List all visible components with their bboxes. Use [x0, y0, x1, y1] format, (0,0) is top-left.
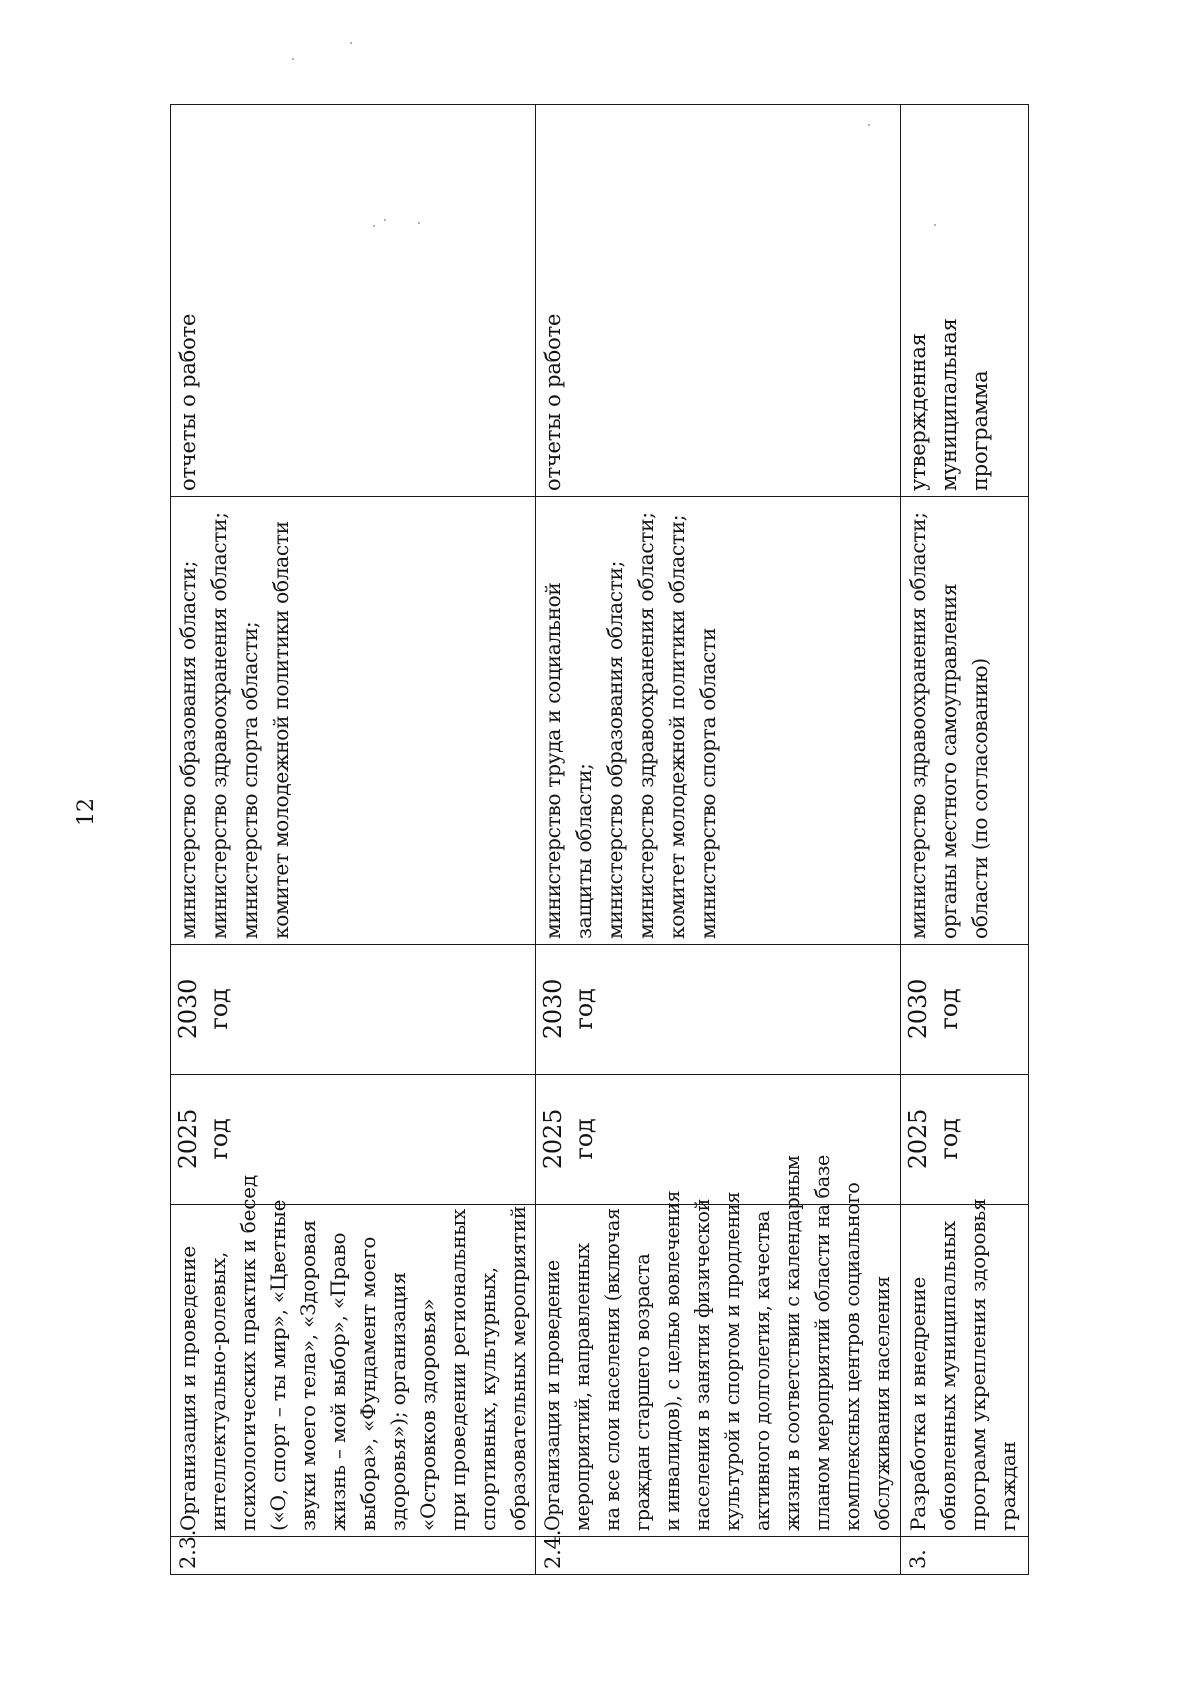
- table-row: [901, 105, 1029, 1575]
- end-year-cell: [171, 945, 536, 1075]
- measure-name-cell: [536, 1154, 901, 1537]
- measure-name-line: («О, спорт – ты мир», «Цветные: [266, 1199, 290, 1531]
- measure-name-line: обслуживания населения: [871, 1276, 894, 1531]
- measure-name-line: программ укрепления здоровья: [966, 1198, 990, 1531]
- responsible-cell: [171, 497, 536, 945]
- start-year-unit: год: [570, 1118, 598, 1160]
- responsible-line: органы местного самоуправления: [937, 583, 961, 939]
- responsible-line: комитет молодежной политики области: [269, 521, 293, 939]
- start-year-unit: год: [205, 1118, 233, 1160]
- measure-name-line: образовательных мероприятий: [506, 1206, 530, 1531]
- scan-speck: [373, 225, 375, 227]
- rotated-table-wrapper: [170, 105, 1090, 1575]
- result-line: отчеты о работе: [176, 313, 200, 491]
- row-number-cell: 3.: [901, 1537, 1029, 1575]
- scan-speck: [292, 58, 294, 60]
- measure-name-line: мероприятий, направленных: [571, 1243, 594, 1531]
- end-year-value: 2030: [174, 978, 202, 1040]
- page-number: 12: [74, 798, 99, 826]
- result-line: муниципальная: [937, 318, 961, 491]
- end-year-value: 2030: [904, 978, 932, 1040]
- measure-name-line: спортивных, культурных,: [476, 1266, 500, 1531]
- result-cell: [171, 105, 536, 497]
- measure-name-cell: [171, 1175, 536, 1537]
- measure-name-line: граждан: [996, 1441, 1020, 1531]
- measure-name-line: психологических практик и бесед: [236, 1175, 260, 1531]
- end-year-unit: год: [570, 988, 598, 1030]
- responsible-cell: [901, 497, 1029, 945]
- result-line: программа: [968, 370, 992, 491]
- scan-speck: [350, 42, 352, 44]
- measure-name-line: граждан старшего возраста: [631, 1253, 654, 1531]
- measure-name-cell: [901, 1198, 1029, 1537]
- row-number-cell: 2.3.: [171, 1537, 536, 1575]
- measure-name-line: интеллектуально-ролевых,: [206, 1251, 230, 1531]
- end-year-unit: год: [935, 988, 963, 1030]
- result-cell: [901, 105, 1029, 497]
- responsible-line: министерство здравоохранения области;: [207, 512, 231, 939]
- responsible-line: министерство спорта области;: [238, 621, 262, 939]
- measure-name-line: звуки моего тела», «Здоровая: [296, 1219, 320, 1531]
- responsible-line: министерство здравоохранения области;: [906, 512, 930, 939]
- measure-name-line: при проведении региональных: [446, 1208, 470, 1531]
- responsible-line: министерство образования области;: [176, 560, 200, 939]
- measure-name-line: активного долголетия, качества: [751, 1210, 774, 1531]
- measure-name-line: Организация и проведение: [541, 1260, 564, 1531]
- measure-name-line: и инвалидов), с целью вовлечения: [661, 1190, 684, 1531]
- measure-name-line: населения в занятия физической: [691, 1198, 714, 1531]
- start-year-cell: [171, 1075, 536, 1205]
- responsible-line: министерство здравоохранения области;: [634, 512, 658, 939]
- table-row: [171, 105, 536, 1575]
- measures-table: [170, 104, 1029, 1575]
- responsible-cell: [536, 497, 901, 945]
- end-year-cell: [901, 945, 1029, 1075]
- measure-name-line: выбора», «Фундамент моего: [356, 1236, 380, 1531]
- measure-name-line: жизни в соответствии с календарным: [781, 1155, 804, 1531]
- start-year-unit: год: [935, 1118, 963, 1160]
- responsible-line: комитет молодежной политики области;: [665, 514, 689, 939]
- scan-speck: [384, 219, 386, 221]
- end-year-value: 2030: [539, 978, 567, 1040]
- start-year-cell: [901, 1075, 1029, 1205]
- measure-name-line: Организация и проведение: [176, 1245, 200, 1531]
- measure-name-line: комплексных центров социального: [841, 1182, 864, 1531]
- start-year-value: 2025: [539, 1108, 567, 1170]
- result-cell: [536, 105, 901, 497]
- responsible-line: области (по согласованию): [968, 658, 992, 939]
- measure-name-line: Разработка и внедрение: [906, 1276, 930, 1531]
- responsible-line: министерство труда и социальной: [541, 582, 565, 939]
- result-line: утвержденная: [906, 333, 930, 491]
- start-year-value: 2025: [174, 1108, 202, 1170]
- measure-name-line: жизнь – мой выбор», «Право: [326, 1232, 350, 1531]
- table-row: [536, 105, 901, 1575]
- start-year-value: 2025: [904, 1108, 932, 1170]
- row-number-cell: 2.4.: [536, 1537, 901, 1575]
- measure-name-line: планом мероприятий области на базе: [811, 1154, 834, 1531]
- result-line: отчеты о работе: [541, 313, 565, 491]
- measure-name-line: обновленных муниципальных: [936, 1220, 960, 1531]
- scan-speck: [934, 224, 936, 226]
- responsible-line: защиты области;: [572, 763, 596, 939]
- end-year-unit: год: [205, 988, 233, 1030]
- scan-speck: [418, 222, 420, 224]
- measure-name-line: здоровья»); организация: [386, 1272, 410, 1531]
- scan-speck: [868, 124, 870, 126]
- measure-name-line: «Островков здоровья»: [416, 1298, 440, 1531]
- end-year-cell: [536, 945, 901, 1075]
- responsible-line: министерство спорта области: [696, 628, 720, 939]
- measure-name-line: на все слои населения (включая: [601, 1208, 624, 1531]
- responsible-line: министерство образования области;: [603, 560, 627, 939]
- measure-name-line: культурой и спортом и продления: [721, 1191, 744, 1531]
